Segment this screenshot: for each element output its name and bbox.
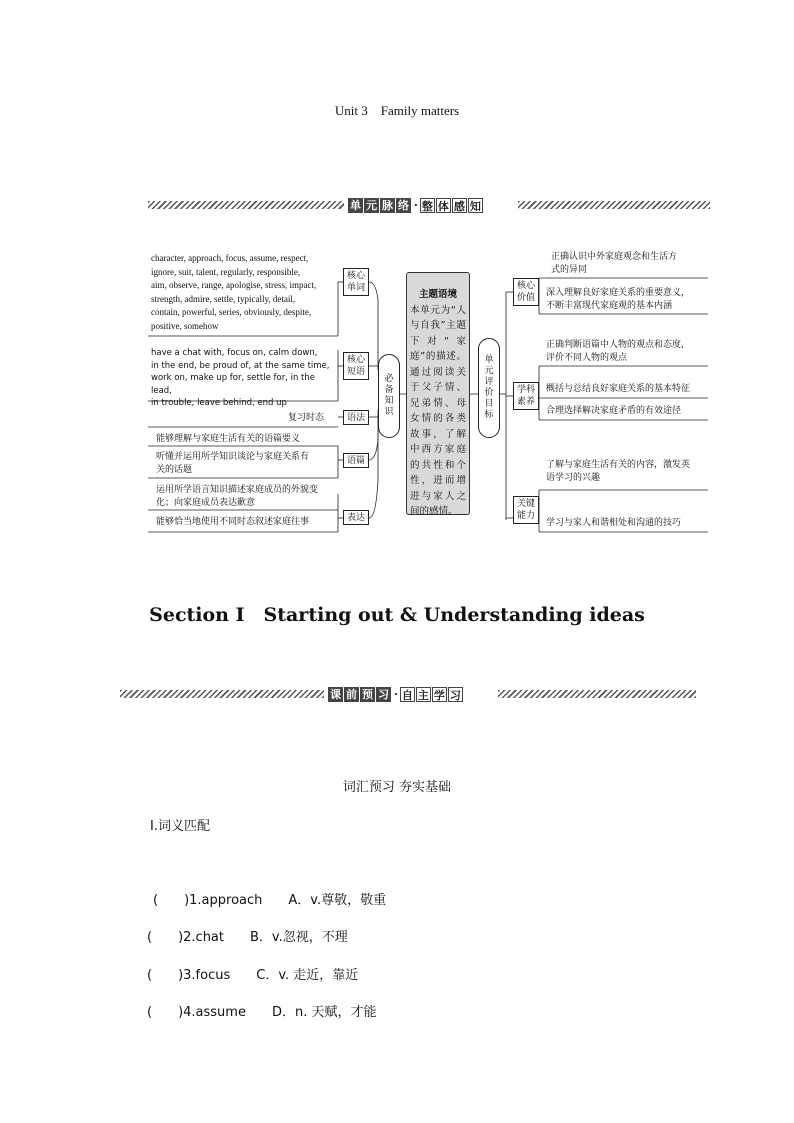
vocab-line: positive, somehow [151,320,219,331]
literacy-text-2: 概括与总结良好家庭关系的基本特征 [546,384,691,394]
box-express: 表达 [343,510,369,525]
banner-char: 知 [469,199,481,213]
section-title: Section Ⅰ Starting out & Understanding ideas [149,604,645,626]
literacy-text-1 [546,339,708,365]
value-line: 正确认识中外家庭观念和生活方 [551,252,678,262]
banner-char: 体 [437,199,449,213]
banner-char: 元 [366,198,377,212]
banner-dot: · [394,687,398,701]
banner-char: 习 [378,687,389,701]
phrase-line: in trouble, leave behind, end up [151,398,287,408]
discourse-line: 听懂并运用所学知识谈论与家庭关系有 [156,452,310,462]
banner-char: 单 [350,198,361,212]
box-core-vocab: 核心 单词 [343,268,369,296]
phrase-line: have a chat with, focus on, calm down, [151,348,318,358]
value-line: 式的异同 [551,265,588,275]
literacy-text-3: 合理选择解决家庭矛盾的有效途径 [546,406,682,416]
banner-char: 脉 [382,198,393,212]
vocab-line: strength, admire, settle, typically, detail, [151,293,296,304]
vocab-line: aim, observe, range, apologise, stress, impact, [151,280,317,290]
vocab-line: character, approach, focus, assume, respect, [151,253,309,263]
part-title-matching: Ⅰ.词义匹配 [150,819,210,834]
banner-char: 整 [421,199,433,213]
literacy-line: 正确判断语篇中人物的观点和态度， [546,340,691,350]
ability-text-2: 学习与家人和谐相处和沟通的技巧 [546,518,682,528]
discourse-line: 关的话题 [156,465,193,475]
box-key-ability: 关键 能力 [513,496,539,524]
unit-title: Unit 3 Family matters [334,103,460,118]
value-line: 不断丰富现代家庭观的基本内涵 [546,301,673,311]
ability-line: 语学习的兴趣 [546,473,601,483]
phrase-line: work on, make up for, settle for, in the lead, [151,373,315,396]
banner-char: 主 [417,688,429,702]
box-core-phrase: 核心 短语 [343,352,369,380]
vocab-line: contain, powerful, series, obviously, despite, [151,307,312,317]
matching-item: ( )1.approach A．v.尊敬，敬重 [153,893,387,908]
vocab-list [151,252,337,333]
box-core-value: 核心 价值 [513,278,539,306]
oval-essential-knowledge: 必 备 知 识 [378,354,400,438]
phrase-line: in the end, be proud of, at the same time, [151,360,330,371]
value-text-1 [551,251,709,277]
express-text [156,484,338,529]
grammar-text: 复习时态 [288,413,325,423]
matching-item: ( )4.assume D．n. 天赋，才能 [147,1005,377,1020]
banner-hatch-left [120,690,324,698]
box-subject-literacy: 学科 素养 [513,382,539,410]
oval-unit-evaluation: 单 元 评 价 目 标 [478,338,500,438]
banner-char: 络 [398,198,409,212]
discourse-line: 能够理解与家庭生活有关的语篇要义 [156,434,301,444]
center-title: 主题语境 [418,289,457,300]
matching-item: ( )2.chat B．v.忽视，不理 [147,930,348,945]
box-grammar: 语法 [343,410,369,425]
banner-char: 学 [433,688,445,702]
ability-text-1 [546,459,708,485]
express-line: 化；向家庭成员表达歉意 [156,498,256,508]
vocab-preview-subtitle: 词汇预习 夯实基础 [342,780,452,795]
banner-char: 课 [330,687,341,701]
banner-hatch-right [498,690,696,698]
center-body: 本单元为“人与自我”主题下对“家庭”的描述。通过阅读关于父子情、兄弟情、母女情的各类故事，了解中西方家庭的共性和个性，进而增进与家人之间的感情。 [410,304,466,517]
vocab-line: ignore, suit, talent, regularly, responsible, [151,266,301,277]
banner-char: 感 [453,199,465,213]
banner-preview [120,686,696,702]
center-theme-box [406,272,470,515]
express-line: 能够恰当地使用不同时态叙述家庭往事 [156,517,310,527]
banner-title [328,686,464,702]
banner-char: 前 [346,687,357,701]
phrase-list [151,347,337,410]
banner-char: 习 [449,688,461,702]
value-text-2 [546,287,708,313]
box-discourse: 语篇 [343,453,369,468]
banner-char: 自 [401,688,413,702]
value-line: 深入理解良好家庭关系的重要意义， [546,288,691,298]
ability-line: 了解与家庭生活有关的内容，激发英 [546,460,691,470]
banner-dot: · [414,198,418,212]
matching-item: ( )3.focus C．v. 走近，靠近 [147,968,359,983]
express-line: 运用所学语言知识描述家庭成员的外貌变 [156,485,319,495]
discourse-text [156,433,338,477]
banner-char: 预 [362,687,373,701]
literacy-line: 评价不同人物的观点 [546,353,628,363]
